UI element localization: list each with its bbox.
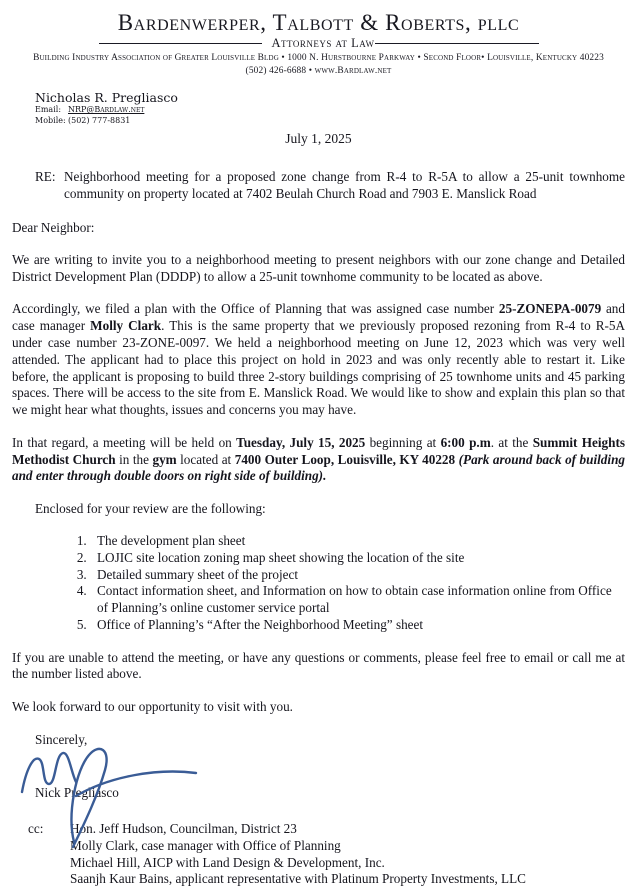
letter-date: July 1, 2025 [285, 131, 352, 147]
cc-item: Hon. Jeff Hudson, Councilman, District 23 [70, 821, 297, 836]
paragraph-case-details: Accordingly, we filed a plan with the Office of Planning that was assigned case number 25-ZONEPA-0079 and case manager Molly Clark. This is the same property that we previously proposed rezoning from R-4 to R-5A under case number 23-ZONE-0097. We held a neighborhood meeting on June 12, 2023 which was very well attended. The applicant had to place this project on hold in 2023 and was only recently able to restart it. Like before, the applicant is proposing to build three 2-story buildings comprising of 25 townhome units and 45 parking spaces. There will be access to the site from E. Manslick Road. We would like to show and explain this plan so that we might hear what thoughts, issues and concerns you may have. [12, 301, 626, 418]
closing-sincerely: Sincerely, [35, 732, 88, 747]
salutation: Dear Neighbor: [12, 219, 95, 235]
signer-name: Nick Pregliasco [35, 785, 119, 800]
enclosure-item: 2. LOJIC site location zoning map sheet showing the location of the site [90, 550, 613, 567]
mobile-number: (502) 777-8831 [68, 115, 131, 125]
re-block [12, 169, 625, 203]
enclosures-intro: Enclosed for your review are the following: [35, 501, 266, 517]
enclosure-item: 5. Office of Planning’s “After the Neighborhood Meeting” sheet [90, 617, 613, 634]
tagline-row [99, 36, 539, 51]
paragraph-meeting-details: In that regard, a meeting will be held on Tuesday, July 15, 2025 beginning at 6:00 p.m. at the Summit Heights Methodist Church in the gym located at 7400 Outer Loop, Louisville, KY 40228 (Park around back of building and enter through double doors on right side of building). [12, 434, 625, 484]
attorney-mobile-row [35, 117, 625, 126]
email-address-link[interactable]: NRP@Bardlaw.net [68, 105, 145, 115]
re-label: RE: [35, 169, 56, 185]
paragraph-contact-invite: If you are unable to attend the meeting, or have any questions or comments, please feel free to email or call me at the number listed above. [12, 649, 625, 682]
paragraph-look-forward: We look forward to our opportunity to visit with you. [12, 699, 293, 715]
tagline-rule-left [99, 43, 263, 44]
re-text: Neighborhood meeting for a proposed zone change from R-4 to R-5A to allow a 25-unit townhome community on property located at 7402 Beulah Church Road and 7903 E. Manslick Road [64, 169, 625, 202]
attorneys-at-law-tagline: Attorneys at Law [271, 36, 375, 51]
enclosure-item: 3. Detailed summary sheet of the project [90, 567, 613, 584]
tagline-rule-right [375, 43, 539, 44]
cc-names [70, 821, 625, 888]
firm-address-line: Building Industry Association of Greater Louisville Bldg • 1000 N. Hurstbourne Parkway • Second Floor• Louisville, Kentucky 40223 [33, 53, 604, 64]
attorney-block [35, 90, 625, 126]
cc-block [12, 821, 625, 888]
email-label: Email: [35, 105, 62, 115]
cc-label: cc: [28, 821, 44, 836]
enclosure-item: 4. Contact information sheet, and Information on how to obtain case information online from Office of Planning’s online customer service portal [90, 583, 613, 617]
enclosure-item: 1. The development plan sheet [90, 533, 613, 550]
paragraph-invitation: We are writing to invite you to a neighborhood meeting to present neighbors with our zone change and Detailed District Development Plan (DDDP) to allow a 25-unit townhome community to be located as above. [12, 251, 625, 284]
enclosures-list [90, 533, 613, 634]
closing-block [12, 732, 625, 801]
cc-item: Michael Hill, AICP with Land Design & Development, Inc. [70, 854, 385, 870]
attorney-name: Nicholas R. Pregliasco [35, 89, 178, 105]
firm-phone-line: (502) 426-6688 • www.Bardlaw.net [245, 66, 392, 77]
mobile-label: Mobile: [35, 115, 66, 125]
cc-item: Molly Clark, case manager with Office of Planning [70, 837, 341, 853]
firm-name: Bardenwerper, Talbott & Roberts, pllc [117, 10, 520, 35]
cc-item: Saanjh Kaur Bains, applicant representative with Platinum Property Investments, LLC [70, 871, 526, 887]
attorney-email-row [35, 106, 625, 115]
